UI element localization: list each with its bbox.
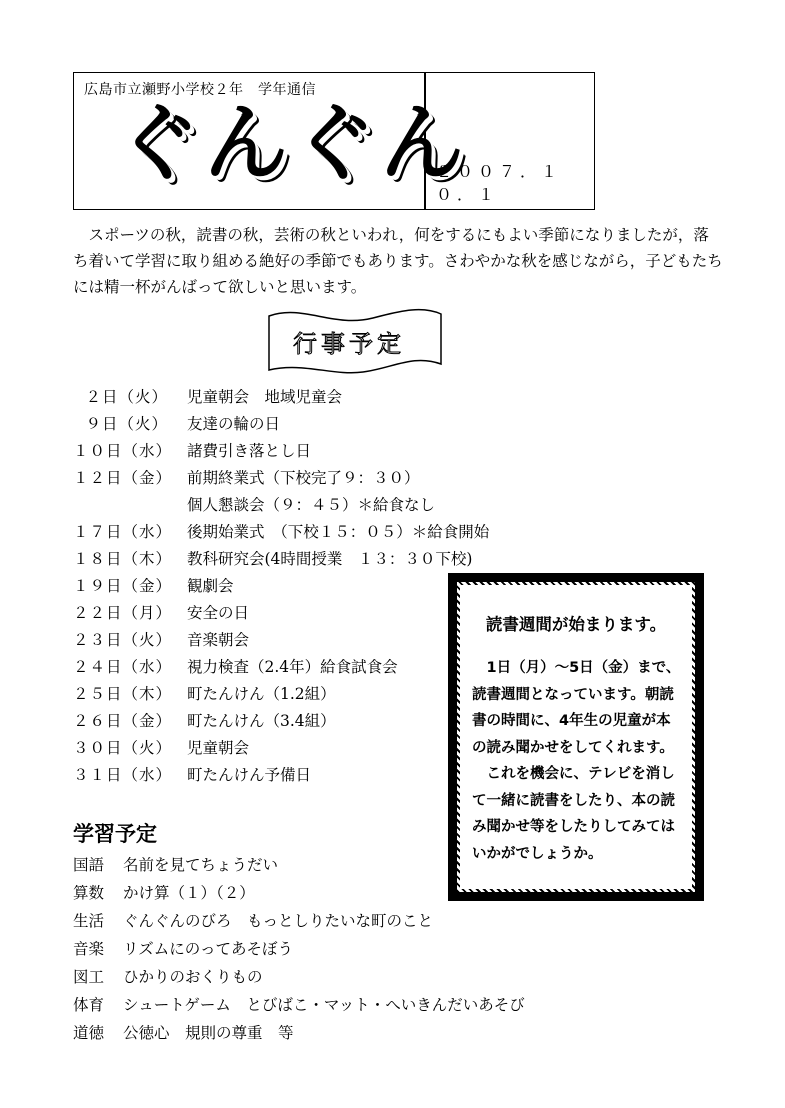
subject-name: 生活 <box>73 912 105 930</box>
schedule-event: 友達の輪の日 <box>187 415 281 433</box>
schedule-event: 町たんけん（1.2組） <box>187 685 336 703</box>
schedule-date: ２２日（月） <box>73 604 173 622</box>
schedule-event: 児童朝会 地域児童会 <box>187 388 343 406</box>
schedule-row <box>73 408 553 435</box>
schedule-row <box>73 435 553 462</box>
schedule-event: 町たんけん予備日 <box>187 766 312 784</box>
notice-content <box>460 585 692 889</box>
schedule-date: ２４日（水） <box>73 658 173 676</box>
schedule-event: 視力検査（2.4年）給食試食会 <box>187 658 398 676</box>
schedule-event: 後期始業式 （下校１５：０５）＊給食開始 <box>187 523 490 541</box>
schedule-banner-text: 行事予定 <box>293 330 405 358</box>
schedule-date: ３１日（水） <box>73 766 173 784</box>
study-plan-list <box>73 848 593 1044</box>
subject-name: 国語 <box>73 856 105 874</box>
study-row <box>73 1016 593 1044</box>
subject-name: 道徳 <box>73 1024 105 1042</box>
subject-content: 名前を見てちょうだい <box>123 856 279 874</box>
schedule-date: １２日（金） <box>73 469 173 487</box>
schedule-date: ３０日（火） <box>73 739 173 757</box>
school-line: 広島市立瀬野小学校２年 学年通信 <box>84 82 316 98</box>
schedule-date: １０日（水） <box>73 442 173 460</box>
schedule-row <box>73 516 553 543</box>
schedule-event: 観劇会 <box>187 577 234 595</box>
schedule-row <box>73 381 553 408</box>
subject-content: リズムにのってあそぼう <box>123 940 294 958</box>
subject-name: 図工 <box>73 968 105 986</box>
study-row <box>73 848 593 876</box>
subject-name: 体育 <box>73 996 105 1014</box>
study-plan-title: 学習予定 <box>73 822 157 846</box>
schedule-event: 町たんけん（3.4組） <box>187 712 336 730</box>
schedule-date: ２３日（火） <box>73 631 173 649</box>
schedule-event: 諸費引き落とし日 <box>187 442 312 460</box>
subject-content: 公徳心 規則の尊重 等 <box>123 1024 294 1042</box>
subject-content: かけ算（１）（２） <box>123 884 255 902</box>
schedule-date: １７日（水） <box>73 523 173 541</box>
notice-title: 読書週間が始まります。 <box>485 615 667 634</box>
schedule-date: ２６日（金） <box>73 712 173 730</box>
study-row <box>73 904 593 932</box>
study-row <box>73 876 593 904</box>
notice-body <box>472 655 684 867</box>
schedule-event: 前期終業式（下校完了９：３０） <box>187 469 420 487</box>
schedule-date: ９日（火） <box>85 415 168 433</box>
schedule-row <box>73 489 553 516</box>
schedule-event: 児童朝会 <box>187 739 250 757</box>
schedule-date: ２５日（木） <box>73 685 173 703</box>
issue-date: ２００７．１０．１ <box>436 162 563 204</box>
newsletter-header <box>73 72 595 210</box>
schedule-date: １８日（木） <box>73 550 173 568</box>
subject-content: ひかりのおくりもの <box>123 968 263 986</box>
schedule-row <box>73 543 553 570</box>
subject-content: シュートゲーム とびばこ・マット・へいきんだいあそび <box>123 996 525 1014</box>
schedule-date: １９日（金） <box>73 577 173 595</box>
schedule-date: ２日（火） <box>85 388 168 406</box>
schedule-row <box>73 462 553 489</box>
schedule-event: 音楽朝会 <box>187 631 250 649</box>
notice-paragraph: これを機会に、テレビを消して一緒に読書をしたり、本の読み聞かせ等をしたりしてみてはいかがでしょうか。 <box>472 766 675 862</box>
study-row <box>73 960 593 988</box>
schedule-event: 個人懇談会（９：４５）＊給食なし <box>187 496 436 514</box>
schedule-event: 安全の日 <box>187 604 250 622</box>
subject-name: 音楽 <box>73 940 105 958</box>
newsletter-title: ぐんぐん <box>116 94 469 192</box>
notice-paragraph: 1日（月）～5日（金）まで、読書週間となっています。朝読書の時間に、4年生の児童が本の読み聞かせをしてくれます。 <box>472 660 681 756</box>
intro-paragraph: スポーツの秋，読書の秋，芸術の秋といわれ，何をするにもよい季節になりましたが，落ち着いて学習に取り組める絶好の季節でもあります。さわやかな秋を感じながら，子どもたちには精一杯がんばって欲しいと思います。 <box>73 226 723 296</box>
study-row <box>73 932 593 960</box>
subject-content: ぐんぐんのびろ もっとしりたいな町のこと <box>123 912 434 930</box>
schedule-banner <box>263 306 447 378</box>
subject-name: 算数 <box>73 884 105 902</box>
schedule-event: 教科研究会(4時間授業 １３：３０下校) <box>187 550 473 568</box>
study-row <box>73 988 593 1016</box>
